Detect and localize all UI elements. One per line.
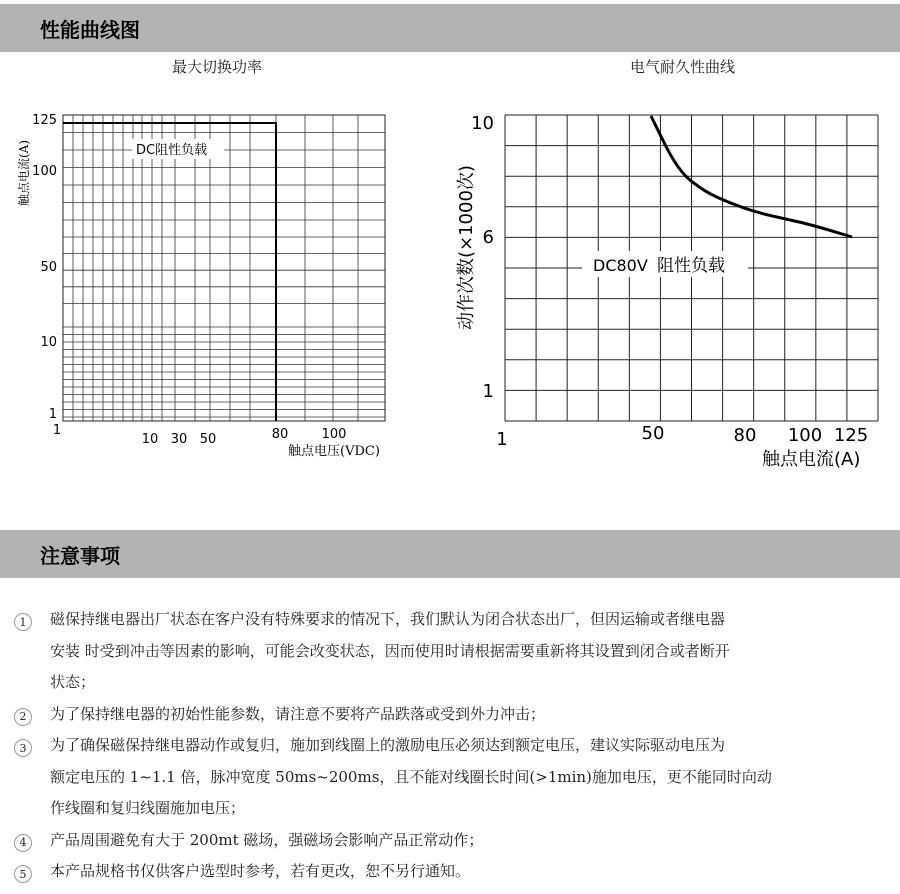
y-tick-label: 1 [482,381,494,402]
x-tick-label: 80 [271,427,289,442]
note-item [0,703,900,735]
x-axis-label: 触点电压(VDC) [288,444,380,459]
section-title: 注意事项 [40,544,120,568]
x-tick-label: 1 [52,423,62,438]
section-title: 性能曲线图 [40,18,140,42]
note-text-line: 为了保持继电器的初始性能参数，请注意不要将产品跌落或受到外力冲击； [50,704,546,723]
note-number: 2 [12,706,34,728]
note-text-line: 磁保持继电器出厂状态在客户没有特殊要求的情况下，我们默认为闭合状态出厂，但因运输或者继电器 [50,610,726,628]
y-tick-label: 6 [482,227,494,248]
note-item [0,608,900,703]
y-tick-label: 125 [32,113,57,128]
x-tick-label: 100 [321,427,347,442]
y-axis-label: 动作次数(×1000次) [456,165,477,330]
y-tick-label: 10 [40,335,57,350]
annotation-label-right: 阻性负载 [657,256,725,276]
y-axis-label: 触点电流(A) [17,139,31,206]
note-number: 4 [12,832,34,854]
chart2-title: 电气耐久性曲线 [630,58,736,76]
plot-frame [63,115,385,421]
y-tick-label: 100 [32,164,57,179]
note-item [0,860,900,892]
y-tick-label: 10 [471,113,494,134]
note-text-line: 安装 时受到冲击等因素的影响，可能会改变状态，因而使用时请根据需要重新将其设置到闭合或者断开 [50,641,730,660]
chart1-title: 最大切换功率 [172,58,263,76]
note-text-line: 额定电压的 1~1.1 倍，脉冲宽度 50ms~200ms，且不能对线圈长时间(>1min)施加电压，更不能同时向动 [50,767,772,786]
note-item [0,829,900,861]
x-tick-label: 30 [170,432,188,447]
x-tick-label: 50 [641,423,665,444]
note-item [0,734,900,829]
x-tick-label: 80 [733,425,757,446]
note-number: 3 [12,737,34,759]
y-tick-label: 1 [48,407,57,422]
x-axis-label: 触点电流(A) [762,449,861,470]
x-tick-label: 125 [833,425,869,446]
note-text-line: 状态； [50,673,96,691]
note-number: 1 [12,611,34,633]
note-number: 5 [12,863,34,885]
note-text-line: 为了确保磁保持继电器动作或复归，施加到线圈上的激励电压必须达到额定电压，建议实际驱动电压为 [50,736,726,754]
x-tick-label: 10 [141,432,159,447]
x-tick-label: 100 [787,425,823,446]
y-tick-label: 50 [40,260,57,275]
annotation-label: DC阻性负载 [136,143,208,158]
annotation-label-left: DC80V [593,256,648,275]
note-text-line: 作线圈和复归线圈施加电压； [50,799,246,817]
note-text-line: 产品周围避免有大于 200mt 磁场，强磁场会影响产品正常动作； [50,830,484,849]
x-tick-label: 50 [199,432,217,447]
note-text-line: 本产品规格书仅供客户选型时参考，若有更改，恕不另行通知。 [50,862,471,880]
x-tick-label: 1 [496,429,508,450]
section-header-notes [0,530,900,578]
